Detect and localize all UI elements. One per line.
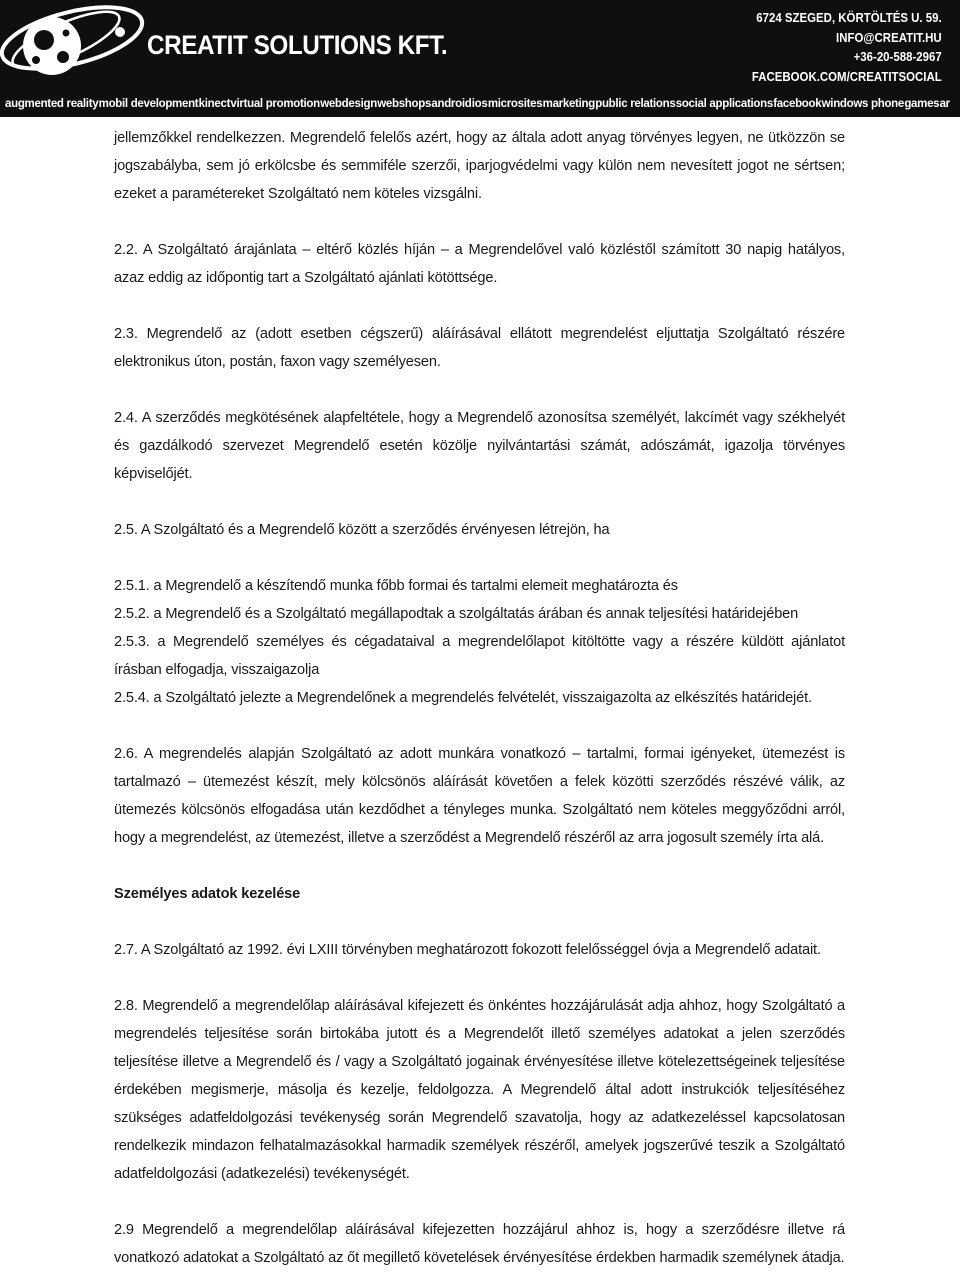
contact-email-link[interactable]: INFO@CREATIT.HU: [836, 29, 942, 45]
service-link-augmented-reality[interactable]: augmented reality: [5, 98, 99, 110]
service-link-windows-phone[interactable]: windows phone: [821, 98, 905, 110]
service-link-social-applications[interactable]: social applications: [675, 98, 773, 110]
section-heading-personal-data: Személyes adatok kezelése: [114, 886, 301, 902]
paragraph-intro: jellemzőkkel rendelkezzen. Megrendelő felelős azért, hogy az általa adott anyag törvényes legyen, ne ütközzön se jogszabályba, sem jó erkölcsbe és semmiféle szerzői, iparjogvédelmi vagy külön nem nevesített jogot ne sértsen; ezeket a paramétereket Szolgáltató nem köteles vizsgálni.: [114, 130, 845, 202]
paragraph-2-5-2: 2.5.2. a Megrendelő és a Szolgáltató megállapodtak a szolgáltatás árában és annak teljesítési határidejében: [114, 606, 799, 622]
service-link-facebook[interactable]: facebook: [773, 98, 822, 110]
paragraph-2-2: 2.2. A Szolgáltató árajánlata – eltérő közlés híján – a Megrendelővel való közléstől számított 30 napig hatályos, azaz eddig az időpontig tart a Szolgáltató ajánlati kötöttsége.: [114, 242, 845, 286]
contact-facebook-link[interactable]: FACEBOOK.COM/CREATITSOCIAL: [752, 68, 942, 84]
atom-logo-icon[interactable]: [0, 0, 150, 92]
paragraph-2-3: 2.3. Megrendelő az (adott esetben cégszerű) aláírásával ellátott megrendelést eljuttatja Szolgáltató részére elektronikus úton, postán, faxon vagy személyesen.: [114, 326, 845, 370]
paragraph-2-4: 2.4. A szerződés megkötésének alapfeltétele, hogy a Megrendelő azonosítsa személyét, lakcímét vagy székhelyét és gazdálkodó szervezet Megrendelő esetén közölje nyilvántartási számát, adószámát, igazolja törvényes képviselőjét.: [114, 410, 845, 482]
service-link-microsites[interactable]: microsites: [487, 98, 543, 110]
paragraph-2-5: 2.5. A Szolgáltató és a Megrendelő között a szerződés érvényesen létrejön, ha: [114, 522, 610, 538]
services-nav: [0, 93, 960, 115]
paragraph-2-5-4: 2.5.4. a Szolgáltató jelezte a Megrendelőnek a megrendelés felvételét, visszaigazolta az elkészítés határidejét.: [114, 690, 812, 706]
contact-info: [726, 8, 942, 86]
service-link-kinect[interactable]: kinect: [198, 98, 231, 110]
service-link-public-relations[interactable]: public relations: [595, 98, 676, 110]
document-body: [114, 124, 845, 1272]
company-name: CREATIT SOLUTIONS KFT.: [147, 30, 448, 60]
paragraph-2-9: 2.9 Megrendelő a megrendelőlap aláírásával kifejezetten hozzájárul ahhoz is, hogy a szerződésre illetve rá vonatkozó adatokat a Szolgáltató az őt megillető követelések érvényesítése érdekben harmadik személynek átadja.: [114, 1222, 845, 1266]
service-link-ar[interactable]: ar: [939, 98, 950, 110]
service-link-android[interactable]: android: [431, 98, 472, 110]
paragraph-2-5-3: 2.5.3. a Megrendelő személyes és cégadataival a megrendelőlapot kitöltötte vagy a részére küldött ajánlatot írásban elfogadja, visszaigazolja: [114, 634, 845, 678]
service-link-mobil-development[interactable]: mobil development: [98, 98, 199, 110]
paragraph-2-5-1: 2.5.1. a Megrendelő a készítendő munka főbb formai és tartalmi elemeit meghatározta és: [114, 578, 678, 594]
paragraph-2-8: 2.8. Megrendelő a megrendelőlap aláírásával kifejezett és önkéntes hozzájárulását adja ahhoz, hogy Szolgáltató a megrendelés teljesítése során birtokába jutott és a Megrendelőt illető személyes adatokat a jelen szerződés teljesítése illetve a Megrendelő és / vagy a Szolgáltató jogainak érvényesítése illetve kötelezettségeinek teljesítése érdekében megismerje, másolja és kezelje, feldolgozza. A Megrendelő által adott instrukciók teljesítéséhez szükséges adatfeldolgozási tevékenység során Megrendelő szavatolja, hogy az adatkezeléssel kapcsolatosan rendelkezik mindazon felhatalmazásokkal harmadik személyek részéről, amelyek jogszerűvé teszik a Szolgáltató adatfeldolgozási (adatkezelési) tevékenységét.: [114, 998, 845, 1182]
site-header: [0, 0, 960, 117]
paragraph-2-7: 2.7. A Szolgáltató az 1992. évi LXIII törvényben meghatározott fokozott felelősséggel óvja a Megrendelő adatait.: [114, 942, 821, 958]
paragraph-2-6: 2.6. A megrendelés alapján Szolgáltató az adott munkára vonatkozó – tartalmi, formai igényeket, ütemezést is tartalmazó – ütemezést készít, mely kölcsönös aláírását követően a felek közötti szerződés részévé válik, az ütemezés kölcsönös elfogadása után kezdődhet a tényleges munka. Szolgáltató nem köteles meggyőződni arról, hogy a megrendelést, az ütemezést, illetve a szerződést a Megrendelő részéről az arra jogosult személy írta alá.: [114, 746, 845, 846]
service-link-games[interactable]: games: [904, 98, 940, 110]
contact-address: 6724 SZEGED, KÖRTÖLTÉS U. 59.: [756, 10, 942, 25]
contact-phone: +36-20-588-2967: [853, 49, 942, 64]
service-link-ios[interactable]: ios: [471, 98, 488, 110]
service-link-webdesign[interactable]: webdesign: [320, 98, 377, 110]
service-link-marketing[interactable]: marketing: [542, 98, 595, 110]
service-link-webshops[interactable]: webshops: [377, 98, 432, 110]
service-link-virtual-promotion[interactable]: virtual promotion: [230, 98, 320, 110]
